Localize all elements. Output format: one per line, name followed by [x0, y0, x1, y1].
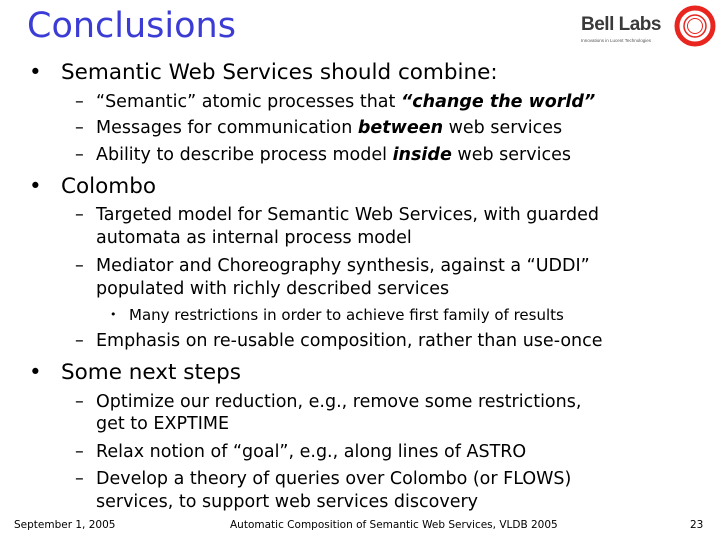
subitem-line: services, to support web services discovery — [96, 492, 479, 512]
subitem-line: populated with richly described services — [96, 279, 450, 299]
subitem-line: Emphasis on re-usable composition, rather than use-once — [96, 331, 603, 351]
subitem-line: Mediator and Choreography synthesis, against a “UDDI” — [96, 256, 590, 276]
logo-name: Bell Labs — [581, 14, 661, 35]
bell-labs-logo — [576, 4, 720, 52]
bell-ring-icon — [672, 4, 718, 50]
bullet-dot: • — [29, 360, 42, 385]
page-number: 23 — [690, 519, 704, 531]
dash: – — [75, 469, 84, 489]
text-part: “Semantic” atomic processes that — [96, 92, 401, 112]
bullet-text: Colombo — [61, 174, 157, 199]
dash: – — [75, 331, 84, 351]
text-part: web services — [451, 145, 571, 165]
bullet-dot: • — [110, 308, 117, 321]
slide-title: Conclusions — [27, 6, 236, 46]
footer-date: September 1, 2005 — [14, 519, 116, 531]
bullet-text: Semantic Web Services should combine: — [61, 60, 498, 85]
dash: – — [75, 92, 84, 112]
footer-title: Automatic Composition of Semantic Web Services, VLDB 2005 — [230, 519, 558, 531]
text-part: web services — [443, 118, 563, 138]
emphasis: between — [357, 118, 444, 138]
dash: – — [75, 118, 84, 138]
subitem-line: automata as internal process model — [96, 228, 412, 248]
text-part: Messages for communication — [96, 118, 358, 138]
dash: – — [75, 205, 84, 225]
subitem-line: Optimize our reduction, e.g., remove some restrictions, — [96, 392, 582, 412]
bullet-dot: • — [29, 174, 42, 199]
logo-tagline: Innovations in Lucent Technologies — [581, 38, 651, 43]
dash: – — [75, 145, 84, 165]
emphasis: “change the world” — [400, 92, 596, 112]
text-part: Ability to describe process model — [96, 145, 393, 165]
dash: – — [75, 256, 84, 276]
dash: – — [75, 442, 84, 462]
subitem-line: get to EXPTIME — [96, 414, 230, 434]
dash: – — [75, 392, 84, 412]
subitem-line: Targeted model for Semantic Web Services, with guarded — [96, 205, 600, 225]
emphasis: inside — [392, 145, 452, 165]
subitem-line: Relax notion of “goal”, e.g., along lines of ASTRO — [96, 442, 527, 462]
bullet-dot: • — [29, 60, 42, 85]
subitem-line: Develop a theory of queries over Colombo (or FLOWS) — [96, 469, 572, 489]
bullet-text: Some next steps — [61, 360, 241, 385]
subsub-text: Many restrictions in order to achieve first family of results — [129, 306, 564, 324]
